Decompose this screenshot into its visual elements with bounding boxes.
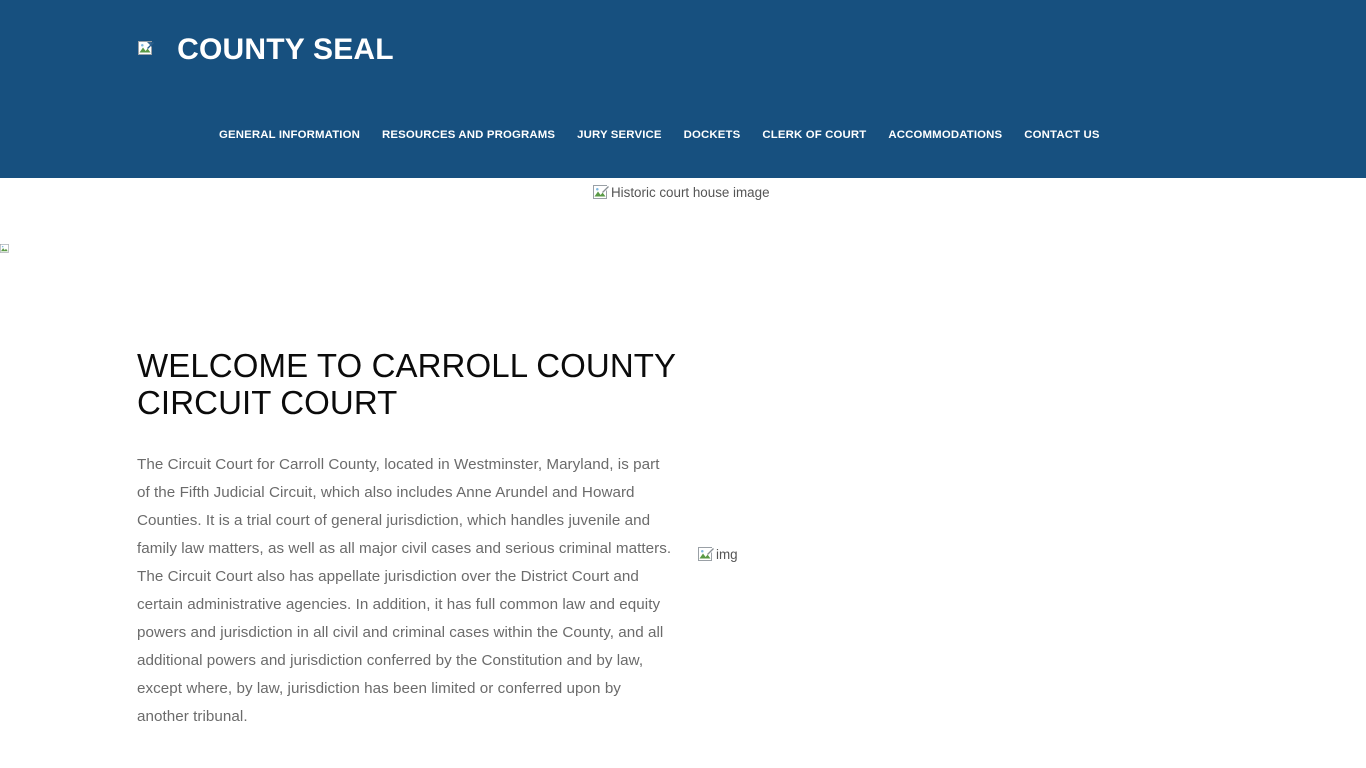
- site-header: [0, 0, 1366, 178]
- welcome-section: [137, 347, 677, 731]
- header-inner: [137, 0, 1100, 178]
- side-image: [698, 547, 738, 563]
- nav-item-resources-and-programs[interactable]: RESOURCES AND PROGRAMS: [382, 129, 556, 141]
- welcome-paragraph: The Circuit Court for Carroll County, located in Westminster, Maryland, is part of the Fifth Judicial Circuit, which also includes Anne Arundel and Howard Counties. It is a trial court of general jurisdiction, which handles juvenile and family law matters, as well as all major civil cases and serious criminal matters. The Circuit Court also has appellate jurisdiction over the District Court and certain administrative agencies. In addition, it has full common law and equity powers and jurisdiction in all civil and criminal cases within the County, and all additional powers and jurisdiction conferred by the Constitution and by law, except where, by law, jurisdiction has been limited or conferred upon by another tribunal.: [137, 456, 672, 725]
- broken-image-icon: [698, 547, 714, 563]
- main-content: [0, 178, 1366, 768]
- logo-alt-text: COUNTY SEAL: [177, 33, 394, 66]
- hero-image-alt-text: Historic court house image: [611, 185, 770, 200]
- nav-item-clerk-of-court[interactable]: CLERK OF COURT: [762, 129, 867, 141]
- nav-item-dockets[interactable]: DOCKETS: [683, 129, 741, 141]
- nav-item-general-information[interactable]: GENERAL INFORMATION: [219, 129, 361, 141]
- nav-item-accommodations[interactable]: ACCOMMODATIONS: [888, 129, 1003, 141]
- broken-image-icon: [138, 41, 154, 57]
- nav-item-contact-us[interactable]: CONTACT US: [1024, 129, 1100, 141]
- main-navigation: [219, 127, 1100, 143]
- page-title: WELCOME TO CARROLL COUNTY CIRCUIT COURT: [137, 347, 676, 421]
- nav-item-jury-service[interactable]: JURY SERVICE: [577, 129, 662, 141]
- site-logo[interactable]: [137, 33, 417, 67]
- side-image-alt-text: img: [716, 547, 738, 562]
